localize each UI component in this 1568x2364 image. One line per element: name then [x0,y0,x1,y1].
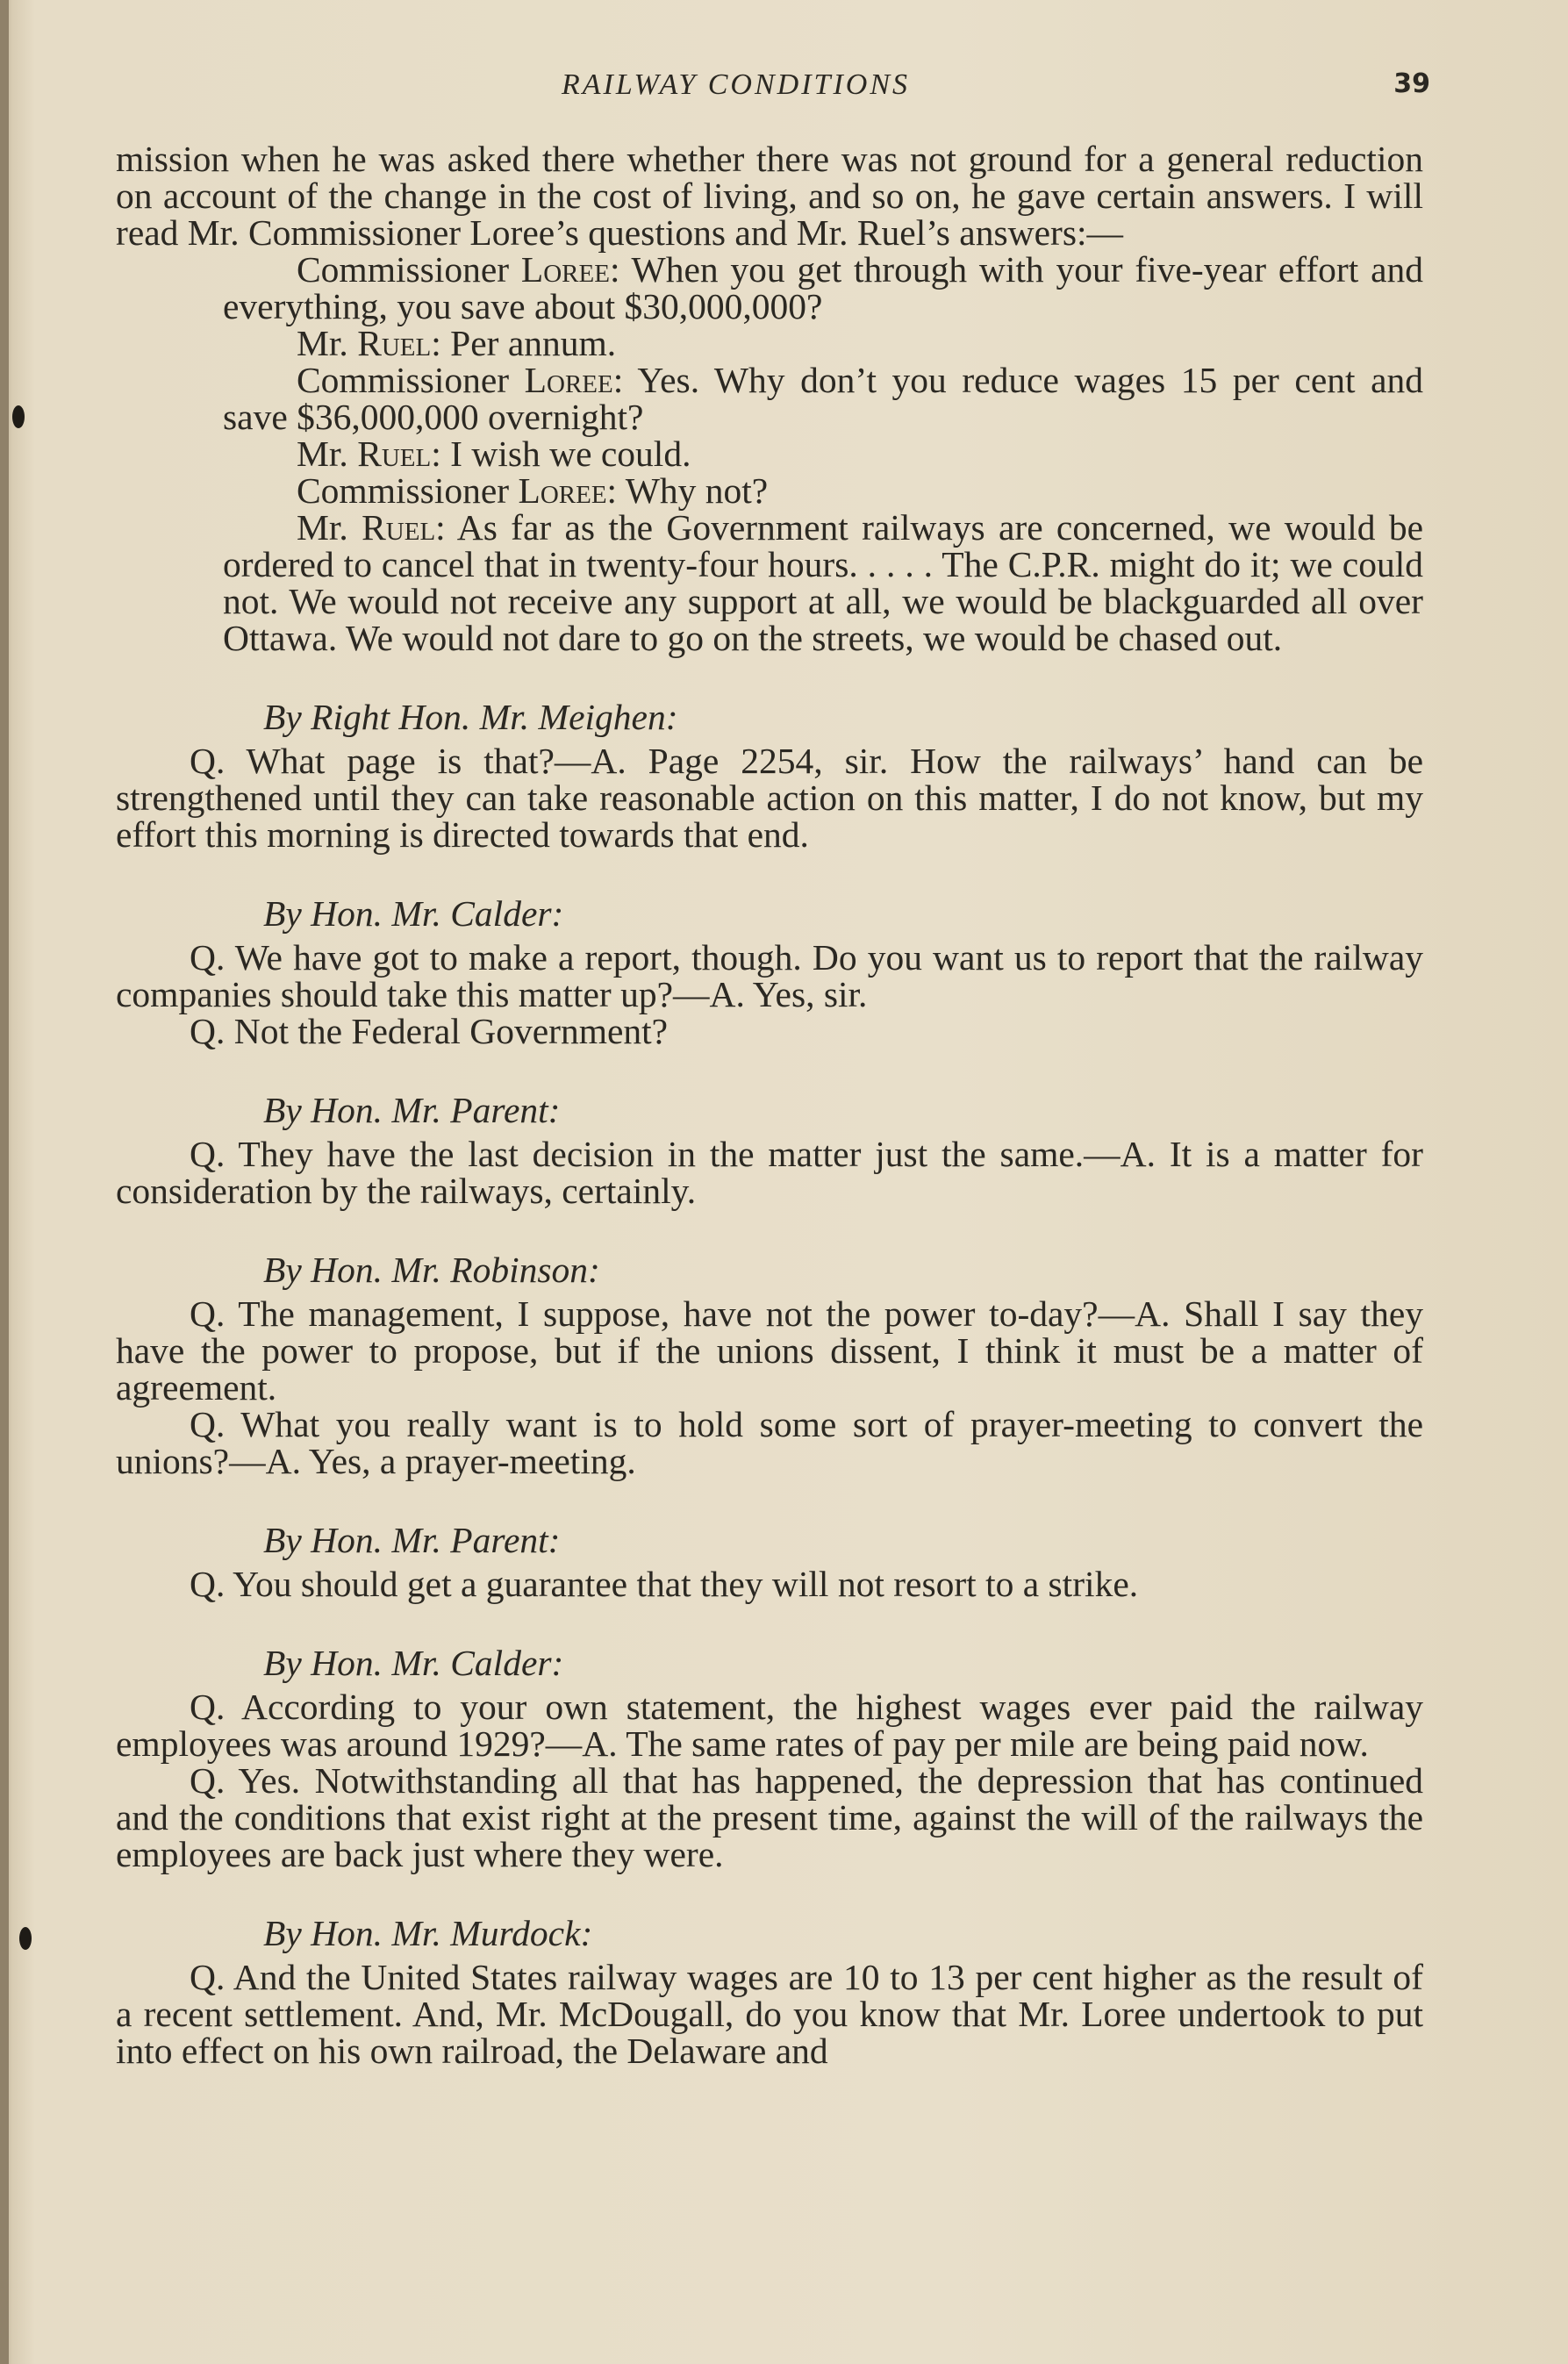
quoted-line: Mr. Ruel: Per annum. [297,323,617,363]
speaker-heading: By Hon. Mr. Robinson: [263,1250,600,1290]
speaker-role: Commissioner [297,360,510,400]
speaker-name: Ruel [357,433,432,474]
qa-paragraph: Q. What page is that?—A. Page 2254, sir. How the railways’ hand can be strengthened until they can take reasonable action on this matter, I do not know, but my effort this morning is directed towards that end. [116,741,1423,855]
quoted-text: Yes. Why don’t you reduce wages 15 per cent and save $36,000,000 overnight? [223,360,1423,437]
section-parent-2 [116,1522,1423,1602]
speaker-heading: By Hon. Mr. Parent: [263,1520,561,1560]
quoted-text: Why not? [625,470,769,511]
qa-paragraph: Q. According to your own statement, the highest wages ever paid the railway employees was around 1929?—A. The same rates of pay per mile are being paid now. [116,1687,1423,1764]
speaker-name: Ruel [362,507,436,548]
qa-paragraph: Q. What you really want is to hold some sort of prayer-meeting to convert the unions?—A. Yes, a prayer-meeting. [116,1404,1423,1481]
speaker-name: Loree [524,360,613,400]
quoted-text: I wish we could. [450,433,691,474]
speaker-role: Mr. [297,507,348,548]
speaker-name: Loree [520,249,610,290]
page-body [116,140,1423,2069]
quoted-line: Commissioner Loree: Why not? [297,470,769,511]
speaker-heading: By Hon. Mr. Calder: [263,893,564,934]
qa-paragraph: Q. We have got to make a report, though. Do you want us to report that the railway companies should take this matter up?—A. Yes, sir. [116,937,1423,1014]
section-murdock [116,1915,1423,2069]
quoted-text: Per annum. [450,323,617,363]
quoted-line: Commissioner Loree: When you get through with your five-year effort and everything, you save about $30,000,000? [223,249,1423,326]
qa-paragraph: Q. And the United States railway wages are 10 to 13 per cent higher as the result of a recent settlement. And, Mr. McDougall, do you know that Mr. Loree undertook to put into effect on his own railroad, the Delaware and [116,1957,1423,2071]
quoted-line: Mr. Ruel: I wish we could. [297,433,691,474]
section-calder-2 [116,1644,1423,1873]
speaker-role: Mr. [297,433,348,474]
quoted-exchange [116,251,1423,656]
speaker-role: Mr. [297,323,348,363]
qa-paragraph: Q. They have the last decision in the matter just the same.—A. It is a matter for consideration by the railways, certainly. [116,1134,1423,1211]
quoted-line: Mr. Ruel: As far as the Government railways are concerned, we would be ordered to cancel that in twenty-four hours. . . . . The C.P.R. might do it; we could not. We would not receive any support at all, we would be blackguarded all over Ottawa. We would not dare to go on the streets, we would be chased out. [223,507,1423,658]
speaker-role: Commissioner [297,470,510,511]
section-meighen [116,698,1423,853]
page-header [114,68,1430,112]
section-robinson [116,1251,1423,1479]
intro-paragraph: mission when he was asked there whether there was not ground for a general reduction on account of the change in the cost of living, and so on, he gave certain answers. I will read Mr. Commissioner Loree’s questions and Mr. Ruel’s answers:— [116,139,1423,253]
speaker-heading: By Hon. Mr. Calder: [263,1643,564,1683]
qa-paragraph: Q. Yes. Notwithstanding all that has happened, the depression that has continued and the conditions that exist right at the present time, against the will of the railways the employees are back just where they were. [116,1760,1423,1874]
speaker-name: Ruel [357,323,432,363]
speaker-heading: By Hon. Mr. Parent: [263,1090,561,1130]
speaker-heading: By Right Hon. Mr. Meighen: [263,697,678,737]
quoted-text: When you get through with your five-year effort and everything, you save about $30,000,000? [223,249,1423,326]
binding-edge [0,0,9,2364]
speaker-name: Loree [518,470,607,511]
speaker-role: Commissioner [297,249,510,290]
quoted-line: Commissioner Loree: Yes. Why don’t you reduce wages 15 per cent and save $36,000,000 overnight? [223,360,1423,437]
section-parent [116,1092,1423,1209]
binding-hole-mark [12,405,25,428]
section-calder [116,895,1423,1049]
page-number: 39 [1393,68,1430,99]
quoted-text: As far as the Government railways are concerned, we would be ordered to cancel that in twenty-four hours. . . . . The C.P.R. might do it; we could not. We would not receive any support at all, we would be blackguarded all over Ottawa. We would not dare to go on the streets, we would be chased out. [223,507,1423,658]
qa-paragraph: Q. You should get a guarantee that they will not resort to a strike. [190,1564,1139,1604]
binding-hole-mark [19,1927,32,1950]
qa-paragraph: Q. The management, I suppose, have not the power to-day?—A. Shall I say they have the power to propose, but if the unions dissent, I think it must be a matter of agreement. [116,1293,1423,1408]
speaker-heading: By Hon. Mr. Murdock: [263,1913,593,1953]
qa-paragraph: Q. Not the Federal Government? [190,1011,669,1051]
running-head: RAILWAY CONDITIONS [562,68,911,101]
